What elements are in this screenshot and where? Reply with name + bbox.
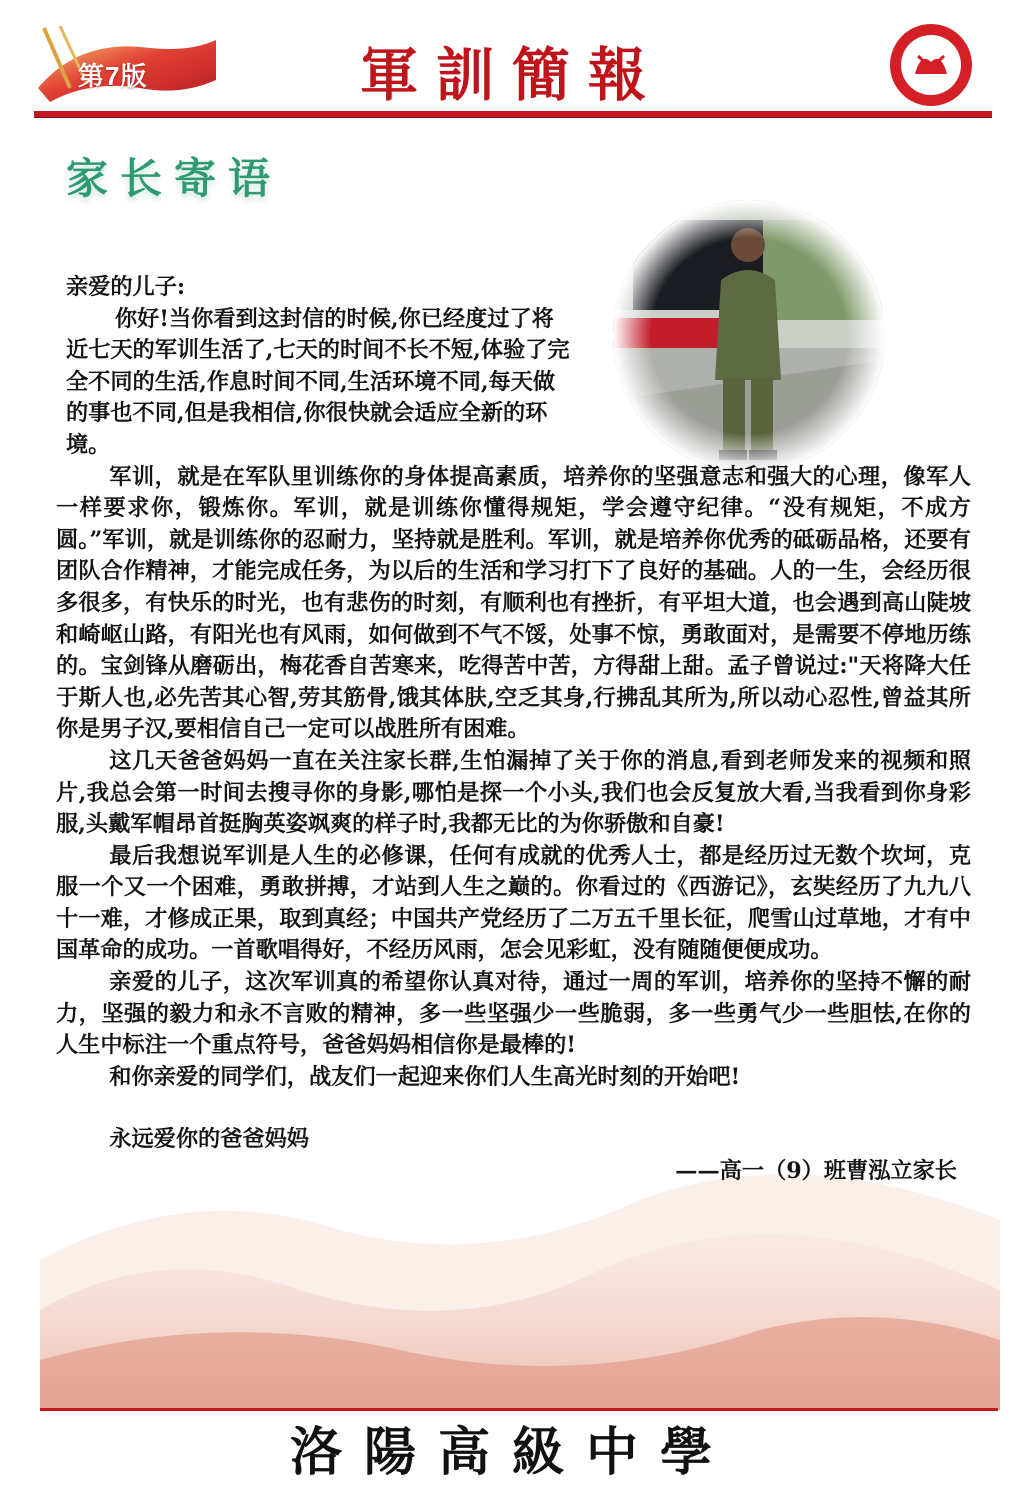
letter-body (56, 272, 971, 1188)
letter-salutation: 亲爱的儿子: (66, 274, 186, 300)
masthead-title: 軍訓簡報 (359, 41, 664, 109)
letter-paragraph-4: 亲爱的儿子，这次军训真的希望你认真对待，通过一周的军训，培养你的坚持不懈的耐力，坚强的毅力和永不言败的精神，多一些坚强少一些脆弱，多一些勇气少一些胆怯,在你的人生中标注一个重点符号，爸爸妈妈相信你是最棒的! (56, 969, 971, 1059)
school-logo-icon (888, 22, 974, 108)
letter-intro: 你好!当你看到这封信的时候,你已经度过了将近七天的军训生活了,七天的时间不长不短,体验了完全不同的生活,作息时间不同,生活环境不同,每天做的事也不同,但是我相信,你很快就会适应全新的环境。 (66, 305, 570, 458)
letter-paragraph-2: 这几天爸爸妈妈一直在关注家长群,生怕漏掉了关于你的消息,看到老师发来的视频和照片,我总会第一时间去搜寻你的身影,哪怕是探一个小头,我们也会反复放大看,当我看到你身彩服,头戴军帽昂首挺胸英姿飒爽的样子时,我都无比的为你骄傲和自豪! (56, 747, 971, 838)
section-title: 家长寄语 (66, 154, 283, 203)
letter-paragraph-1: 军训，就是在军队里训练你的身体提高素质，培养你的坚强意志和强大的心理，像军人一样要求你，锻炼你。军训，就是训练你懂得规矩，学会遵守纪律。“没有规矩，不成方圆。”军训，就是训练你的忍耐力，坚持就是胜利。军训，就是培养你优秀的砥砺品格，还要有团队合作精神，才能完成任务，为以后的生活和学习打下了良好的基础。人的一生，会经历很多很多，有快乐的时光，也有悲伤的时刻，有顺利也有挫折，有平坦大道，也会遇到高山陡坡和崎岖山路，有阳光也有风雨，如何做到不气不馁，处事不惊，勇敢面对，是需要不停地历练的。宝剑锋从磨砺出，梅花香自苦寒来，吃得苦中苦，方得甜上甜。孟子曾说过:"天将降大任于斯人也,必先苦其心智,劳其筋骨,饿其体肤,空乏其身,行拂乱其所为,所以动心忍性,曾益其所你是男子汉,要相信自己一定可以战胜所有困难。 (56, 463, 971, 743)
letter-signature: ——高一（9）班曹泓立家长 (675, 1158, 957, 1185)
header-divider (34, 111, 992, 118)
letter-paragraph-5: 和你亲爱的同学们，战友们一起迎来你们人生高光时刻的开始吧! (109, 1063, 741, 1090)
edition-label: 第7版 (78, 61, 148, 91)
letter-paragraph-3: 最后我想说军训是人生的必修课，任何有成就的优秀人士，都是经历过无数个坎坷，克服一个又一个困难，勇敢拼搏，才站到人生之巅的。你看过的《西游记》，玄奘经历了九九八十一难，才修成正果，取到真经；中国共产党经历了二万五千里长征，爬雪山过草地，才有中国革命的成功。一首歌唱得好，不经历风雨，怎会见彩虹，没有随随便便成功。 (56, 842, 971, 964)
school-name-footer: 洛陽高級中學 (289, 1422, 734, 1483)
letter-closing: 永远爱你的爸爸妈妈 (109, 1126, 309, 1153)
